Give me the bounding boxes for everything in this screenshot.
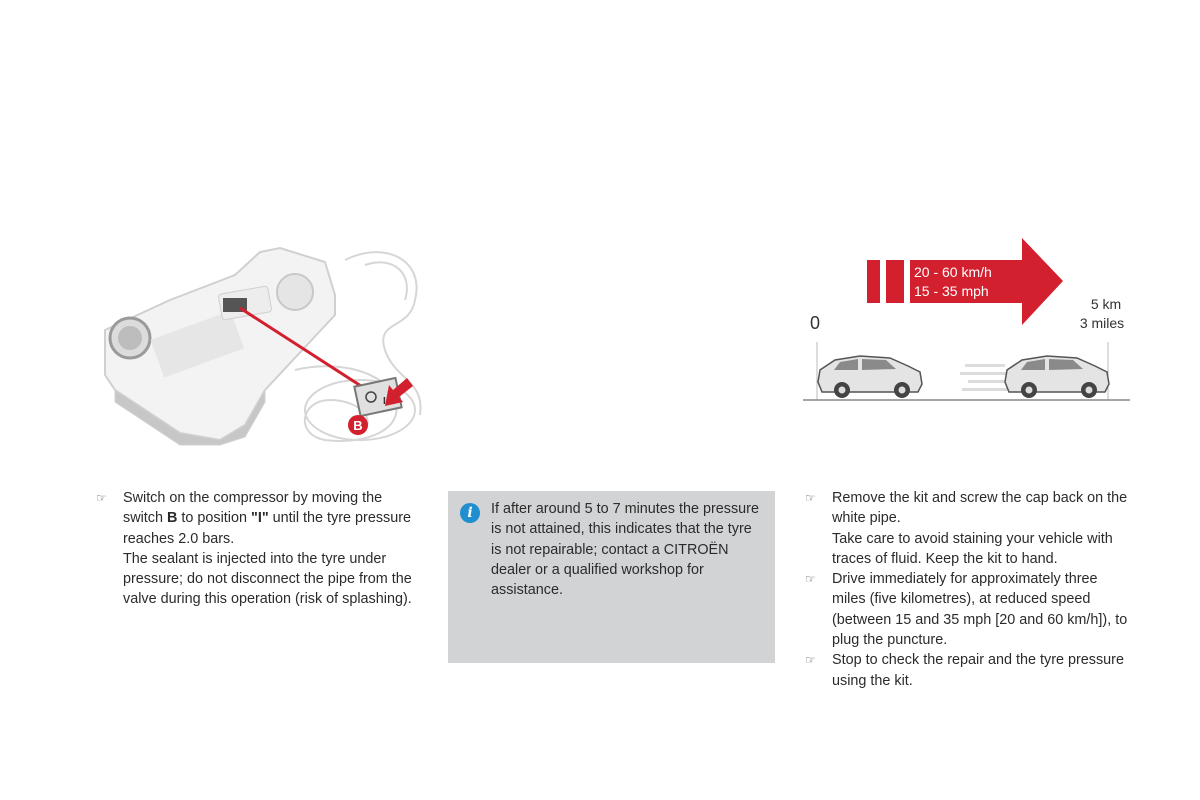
start-label: 0: [810, 313, 821, 333]
switch-letter: B: [166, 510, 178, 527]
compressor-illustration: [95, 240, 425, 450]
bullet-item: [805, 650, 1130, 691]
info-box: [448, 491, 775, 663]
pointing-hand-icon: ☞: [805, 653, 816, 668]
right-column: [805, 488, 1130, 691]
bullet-item: [805, 569, 1130, 650]
speed-illustration: [800, 232, 1135, 404]
left-column: [96, 488, 416, 610]
pointing-hand-icon: ☞: [805, 572, 816, 587]
bullet-item: [96, 488, 416, 610]
speed-bar-2: [886, 260, 904, 303]
info-text: If after around 5 to 7 minutes the pressure is not attained, this indicates that the tyre is not repairable; contact a CITROËN dealer or a qualified workshop for assistance.: [491, 501, 759, 599]
bullet-text: Drive immediately for approximately three miles (five kilometres), at reduced speed (between 15 and 35 mph [20 and 60 km/h]), to plug the puncture.: [832, 571, 1128, 649]
bullet-text: Stop to check the repair and the tyre pressure using the kit.: [832, 652, 1124, 689]
car-moving-icon: [1005, 356, 1109, 398]
pointing-hand-icon: ☞: [805, 491, 816, 505]
switch-mark: I: [383, 396, 386, 407]
bullet-text: Switch on the compressor by moving the switch B to position "I" until the tyre pressure reaches 2.0 bars.: [123, 490, 412, 547]
bullet-text-continued: Take care to avoid staining your vehicle with traces of fluid. Keep the kit to hand.: [832, 530, 1113, 567]
info-icon: i: [460, 503, 480, 523]
speed-arrow-icon: [910, 238, 1063, 325]
speed-kmh: 20 - 60 km/h: [914, 264, 992, 280]
car-start-icon: [818, 356, 922, 398]
bullet-text: Remove the kit and screw the cap back on the white pipe.: [832, 490, 1128, 527]
position-value: "I": [251, 510, 269, 527]
bullet-item: [805, 488, 1130, 569]
speed-bar-1: [867, 260, 880, 303]
motion-lines: [960, 364, 1010, 391]
distance-miles: 3 miles: [1079, 315, 1125, 331]
speed-mph: 15 - 35 mph: [914, 283, 989, 299]
pointing-hand-icon: ☞: [96, 491, 107, 505]
bullet-text-continued: The sealant is injected into the tyre under pressure; do not disconnect the pipe from the valve during this operation (risk of splashing).: [123, 550, 412, 608]
callout-b-label: B: [353, 418, 363, 433]
distance-km: 5 km: [1090, 296, 1122, 312]
